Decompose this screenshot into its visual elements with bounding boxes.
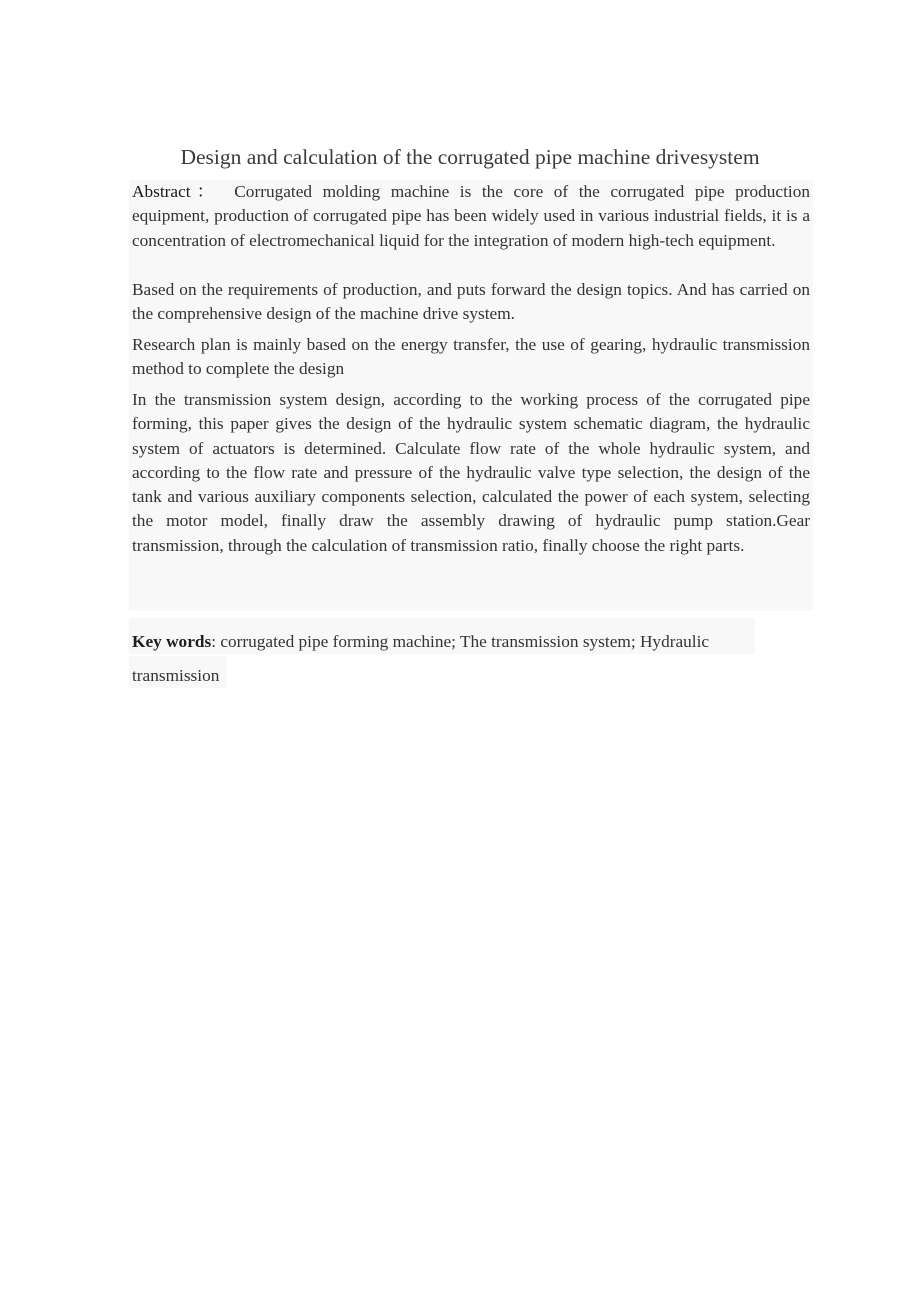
abstract-label: Abstract [132,182,191,201]
keywords-label: Key words [132,632,212,651]
abstract-paragraph-2: Based on the requirements of production, and puts forward the design topics. And has carried on the comprehensive design of the machine drive system. [132,280,810,324]
abstract-paragraph-1 [132,180,810,253]
abstract-colon: ： [190,182,221,201]
keywords-line [132,625,772,693]
keywords-text: : corrugated pipe forming machine; The transmission system; Hydraulic transmission [132,632,710,685]
abstract-paragraph-4: In the transmission system design, according to the working process of the corrugated pipe forming, this paper gives the design of the hydraulic system schematic diagram, the hydraulic system of actuators is determined. Calculate flow rate of the whole hydraulic system, and according to the flow rate and pressure of the hydraulic valve type selection, the design of the tank and various auxiliary components selection, calculated the power of each system, selecting the motor model, finally draw the assembly drawing of hydraulic pump station.Gear transmission, through the calculation of transmission ratio, finally choose the right parts. [132,390,810,555]
abstract-paragraph-3: Research plan is mainly based on the energy transfer, the use of gearing, hydraulic transmission method to complete the design [132,335,810,379]
abstract-text-1: Corrugated molding machine is the core of the corrugated pipe production equipment, production of corrugated pipe has been widely used in various industrial fields, it is a concentration of electromechanical liquid for the integration of modern high-tech equipment. [132,182,810,250]
document-title: Design and calculation of the corrugated pipe machine drivesystem [180,145,760,169]
